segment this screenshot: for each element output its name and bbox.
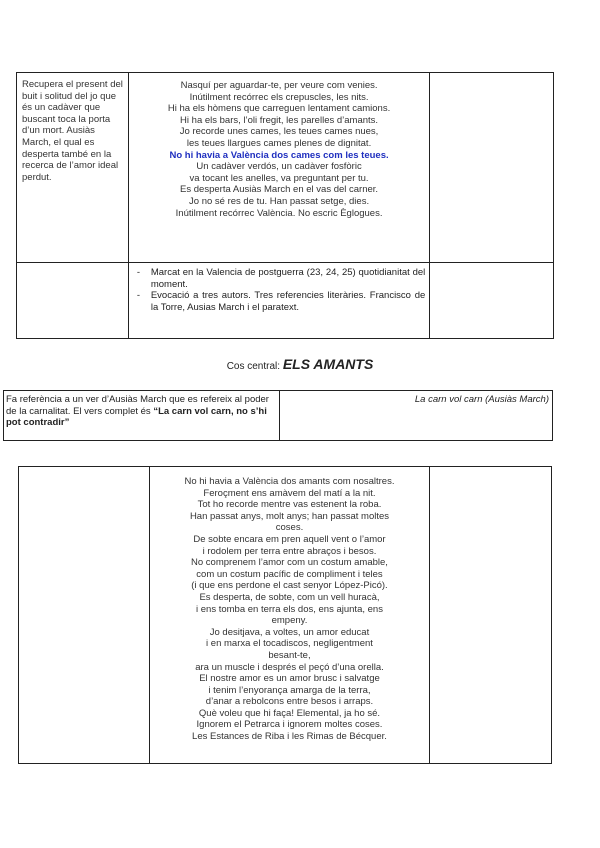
heading-prefix: Cos central: — [226, 361, 283, 372]
poem-line: Inútilment recórrec València. No escric Èglogues. — [175, 207, 383, 219]
poem-line: Jo recorde unes cames, les teues cames nues, — [179, 126, 379, 138]
poem-line: Què voleu que hi faça! Elemental, ja ho sé. — [198, 707, 381, 719]
empty-cell — [430, 263, 554, 339]
poem-line: Hi ha els hòmens que carreguen lentament camions. — [167, 103, 391, 115]
empty-cell — [19, 467, 150, 764]
poem-line: Feroçment ens amàvem del matí a la nit. — [203, 487, 376, 499]
citation-cell — [279, 391, 553, 441]
citation-text: La carn vol carn (Ausiàs March) — [414, 394, 549, 405]
reference-table — [3, 390, 553, 441]
reference-quote: “La carn vol carn, no s’hi pot contradir” — [6, 405, 267, 429]
poem-line: besant-te, — [268, 649, 311, 661]
poem-line: Ignorem el Petrarca i ignorem moltes coses. — [196, 719, 383, 731]
poem-line: (i que ens perdone el cast senyor López-Picó). — [191, 580, 388, 592]
heading-title: ELS AMANTS — [282, 356, 374, 372]
poem-line: Hi ha els bars, l’oli fregit, les parelles d’amants. — [180, 114, 379, 126]
poem-line: empeny. — [271, 615, 308, 627]
reference-text: Fa referència a un ver d’Ausiàs March que es refereix al poder de la carnalitat. El vers complet és — [6, 394, 269, 417]
analysis-table-1 — [16, 72, 554, 339]
reference-cell — [4, 391, 280, 441]
note-item: - Marcat en la Valencia de postguerra (23, 24, 25) quotidianitat del moment. — [151, 267, 425, 290]
poem-excerpt-2 — [150, 467, 430, 749]
poem-line: ara un muscle i després el peçó d’una orella. — [195, 661, 384, 673]
poem-line: i ens tomba en terra els dos, ens ajunta, ens — [196, 603, 383, 615]
poem-line: les teues llargues cames plenes de dignitat. — [186, 137, 372, 149]
poem-line: Tot ho recorde mentre vas estenent la roba. — [197, 499, 382, 511]
notes-list — [129, 263, 429, 313]
notes-cell — [128, 263, 429, 339]
poem-line: va tocant les anelles, va preguntant per tu. — [189, 172, 369, 184]
poem-line: Jo desitjava, a voltes, un amor educat — [209, 626, 370, 638]
section-heading — [0, 356, 600, 372]
commentary-text: Recupera el present del buit i solitud del jo que és un cadàver que buscant toca la porta d’un mort. Ausiàs March, el qual es desperta també en la recerca de l’amor ideal perdut. — [22, 79, 123, 183]
poem-line: Les Estances de Riba i les Rimas de Bécquer. — [192, 731, 387, 743]
empty-cell — [430, 467, 552, 764]
note-item: - Evocació a tres autors. Tres referencies literàries. Francisco de la Torre, Ausias March i el paratext. — [151, 290, 425, 313]
poem-cell — [128, 73, 429, 263]
poem-line-highlighted: No hi havia a València dos cames com les teues. — [169, 149, 389, 161]
poem-line: i en marxa el tocadiscos, negligentment — [206, 638, 373, 650]
poem-line: Es desperta Ausiàs March en el vas del carner. — [180, 184, 379, 196]
poem-cell — [149, 467, 430, 764]
poem-line: coses. — [275, 522, 304, 534]
poem-line: No comprenem l’amor com un costum amable, — [191, 557, 388, 569]
poem-line: Inútilment recórrec els crepuscles, les nits. — [189, 91, 369, 103]
empty-cell — [17, 263, 129, 339]
poem-line: Jo no sé res de tu. Han passat setge, dies. — [189, 195, 370, 207]
poem-line: i rodolem per terra entre abraços i besos. — [202, 545, 377, 557]
poem-line: Nasquí per aguardar-te, per veure com venies. — [180, 80, 378, 91]
poem-line: No hi havia a València dos amants com nosaltres. — [184, 476, 395, 487]
poem-excerpt-1 — [129, 73, 429, 219]
empty-cell — [430, 73, 554, 263]
poem-line: De sobte encara em pren aquell vent o l’amor — [193, 533, 386, 545]
poem-line: i tenim l’enyorança amarga de la terra, — [208, 684, 371, 696]
poem-line: Un cadàver verdós, un cadàver fosfòric — [196, 161, 362, 173]
poem-line: d’anar a rebolcons entre besos i arraps. — [205, 696, 374, 708]
poem-line: Es desperta, de sobte, com un vell huracà, — [199, 591, 380, 603]
poem-line: com un costum pacífic de compliment i teles — [196, 568, 383, 580]
poem-line: El nostre amor es un amor brusc i salvatge — [199, 673, 380, 685]
analysis-table-2 — [18, 466, 552, 764]
commentary-cell — [17, 73, 129, 263]
poem-line: Han passat anys, molt anys; han passat moltes — [189, 510, 390, 522]
